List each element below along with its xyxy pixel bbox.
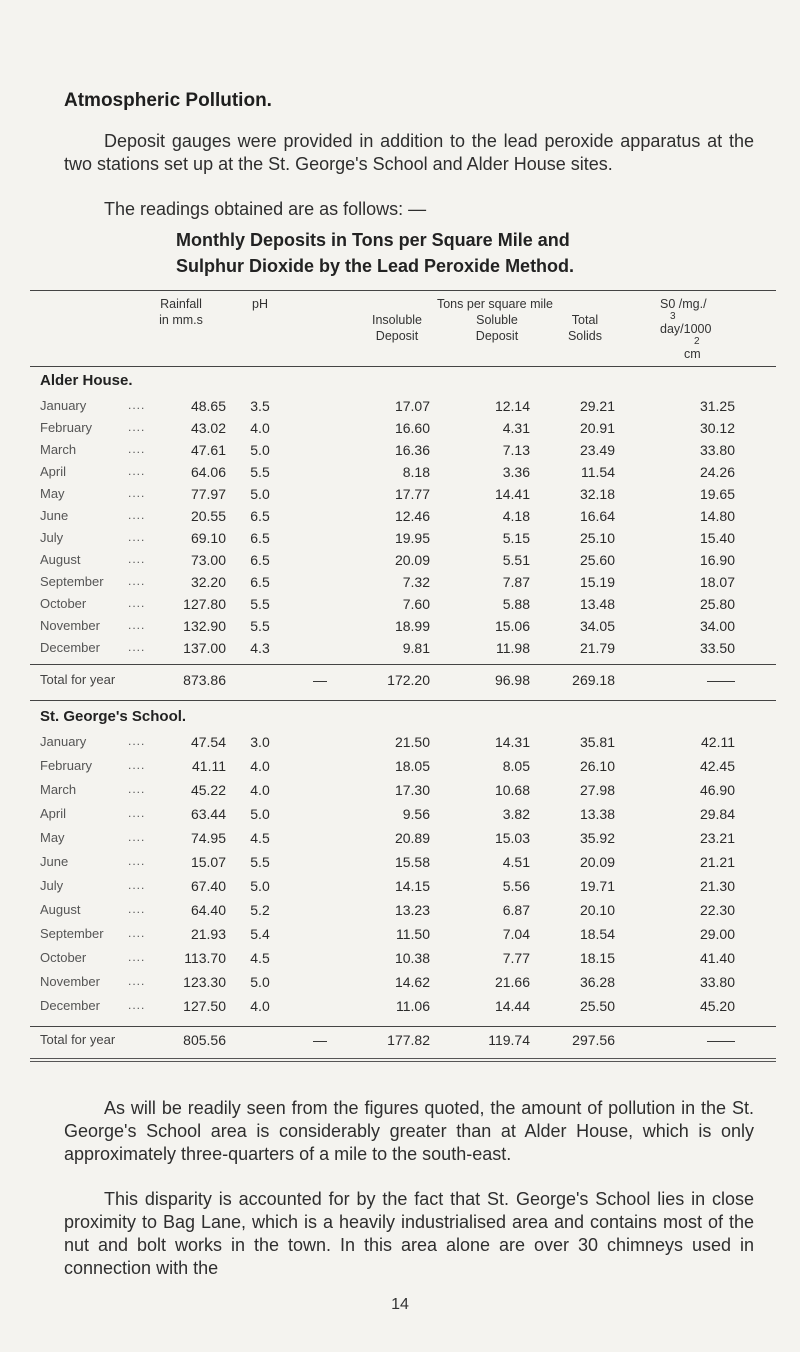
ph-value: 4.3 <box>250 640 270 656</box>
total-solids-value: 35.92 <box>579 830 615 846</box>
rainfall-value: 74.95 <box>190 830 226 846</box>
rainfall-value: 67.40 <box>190 878 226 894</box>
month-label: September <box>40 926 104 941</box>
col-header-tons-group-text: Tons per square mile <box>436 297 554 311</box>
so2-value: 21.30 <box>699 878 735 894</box>
soluble-value: 8.05 <box>502 758 530 774</box>
ph-value: 5.0 <box>250 486 270 502</box>
total-solids-value: 35.81 <box>579 734 615 750</box>
table-row <box>0 530 800 550</box>
leader-dots: .... <box>128 806 146 820</box>
total-solids-value: 32.18 <box>579 486 615 502</box>
leader-dots: .... <box>128 902 146 916</box>
leader-dots: .... <box>128 530 146 544</box>
col-header-total-solids <box>545 312 625 344</box>
col-header-insoluble-line1: Insoluble <box>371 313 423 327</box>
insoluble-value: 17.77 <box>394 486 430 502</box>
soluble-value: 14.44 <box>494 998 530 1014</box>
month-label: July <box>40 878 64 893</box>
col-header-so2-line1: S0 /mg./ <box>660 297 707 311</box>
month-label: February <box>40 758 93 773</box>
rainfall-value: 21.93 <box>190 926 226 942</box>
leader-dots: .... <box>128 486 146 500</box>
col-header-so2-line3: cm <box>684 347 701 361</box>
alder-total-row <box>0 672 800 692</box>
total-solids-value: 13.38 <box>579 806 615 822</box>
so2-value: 45.20 <box>699 998 735 1014</box>
table-row <box>0 998 800 1018</box>
table-row <box>0 806 800 826</box>
table-row <box>0 950 800 970</box>
leader-dots: .... <box>128 618 146 632</box>
ph-value: 4.5 <box>250 830 270 846</box>
total-solids-value: 29.21 <box>579 398 615 414</box>
leader-dots: .... <box>128 998 146 1012</box>
rainfall-value: 43.02 <box>190 420 226 436</box>
leader-dots: .... <box>128 552 146 566</box>
rainfall-value: 113.70 <box>184 950 226 966</box>
rainfall-value: 77.97 <box>190 486 226 502</box>
table-row <box>0 552 800 572</box>
leader-dots: .... <box>128 926 146 940</box>
col-header-so2-line2: day/1000 <box>660 322 712 336</box>
insoluble-value: 16.60 <box>394 420 430 436</box>
ph-value: 4.5 <box>250 950 270 966</box>
leader-dots: .... <box>128 758 146 772</box>
total-solids-value: 20.10 <box>579 902 615 918</box>
col-header-rainfall-line2: in mm.s <box>159 313 203 327</box>
table-row <box>0 464 800 484</box>
alder-bottom-rule <box>30 700 776 701</box>
soluble-value: 21.66 <box>494 974 530 990</box>
insoluble-value: 11.06 <box>396 998 430 1014</box>
ph-value: 5.5 <box>250 464 270 480</box>
table-row <box>0 398 800 418</box>
total-so2: —— <box>707 672 735 688</box>
total-solids-value: 27.98 <box>579 782 615 798</box>
insoluble-value: 9.56 <box>402 806 430 822</box>
insoluble-value: 20.89 <box>394 830 430 846</box>
insoluble-value: 14.62 <box>394 974 430 990</box>
total-label: Total for year <box>40 1032 116 1047</box>
month-label: May <box>40 830 65 845</box>
table-caption-line2: Sulphur Dioxide by the Lead Peroxide Method. <box>176 256 575 276</box>
total-insoluble: 172.20 <box>387 672 430 688</box>
so2-value: 33.80 <box>699 974 735 990</box>
leader-dots: .... <box>128 508 146 522</box>
ph-value: 6.5 <box>250 552 270 568</box>
col-header-so2-subscript2: 2 <box>694 336 700 347</box>
rainfall-value: 137.00 <box>183 640 226 656</box>
table-row <box>0 734 800 754</box>
insoluble-value: 7.32 <box>402 574 430 590</box>
paragraph-disparity-text: This disparity is accounted for by the fact that St. George's School lies in close proximity to Bag Lane, which is a heavily industrialised area and contains most of the nut and bolt works in the town. In this area alone are over 30 chimneys used in connection with the <box>64 1189 754 1278</box>
rainfall-value: 64.06 <box>190 464 226 480</box>
ph-value: 5.0 <box>250 974 270 990</box>
total-solids-value: 20.91 <box>579 420 615 436</box>
total-solids-value: 16.64 <box>579 508 615 524</box>
col-header-ph-text: pH <box>252 297 268 311</box>
table-row <box>0 618 800 638</box>
table-row <box>0 878 800 898</box>
col-header-insoluble-line2: Deposit <box>375 329 419 343</box>
leader-dots: .... <box>128 574 146 588</box>
so2-value: 42.45 <box>699 758 735 774</box>
ph-value: 5.5 <box>250 596 270 612</box>
intro-paragraph <box>64 130 754 176</box>
total-ph: — <box>313 1032 327 1048</box>
rainfall-value: 45.22 <box>190 782 226 798</box>
soluble-value: 3.36 <box>502 464 530 480</box>
insoluble-value: 7.60 <box>402 596 430 612</box>
insoluble-value: 21.50 <box>394 734 430 750</box>
soluble-value: 4.51 <box>502 854 530 870</box>
month-label: June <box>40 508 69 523</box>
total-rainfall: 805.56 <box>183 1032 226 1048</box>
month-label: December <box>40 640 100 655</box>
soluble-value: 3.82 <box>502 806 530 822</box>
rainfall-value: 73.00 <box>190 552 226 568</box>
so2-value: 41.40 <box>699 950 735 966</box>
insoluble-value: 14.15 <box>394 878 430 894</box>
table-row <box>0 782 800 802</box>
month-label: June <box>40 854 69 869</box>
insoluble-value: 20.09 <box>394 552 430 568</box>
total-so2: —— <box>707 1032 735 1048</box>
rainfall-value: 64.40 <box>190 902 226 918</box>
ph-value: 3.0 <box>250 734 270 750</box>
total-solids-value: 23.49 <box>579 442 615 458</box>
total-solids-value: 18.15 <box>579 950 615 966</box>
rainfall-value: 127.80 <box>183 596 226 612</box>
month-label: December <box>40 998 100 1013</box>
soluble-value: 14.31 <box>494 734 530 750</box>
total-solids-value: 11.54 <box>581 464 615 480</box>
month-label: October <box>40 950 87 965</box>
ph-value: 4.0 <box>250 782 270 798</box>
rainfall-value: 123.30 <box>183 974 226 990</box>
leader-dots: .... <box>128 464 146 478</box>
ph-value: 6.5 <box>250 530 270 546</box>
table-caption-line1: Monthly Deposits in Tons per Square Mile and <box>176 230 570 250</box>
month-label: March <box>40 782 77 797</box>
insoluble-value: 16.36 <box>394 442 430 458</box>
paragraph-disparity <box>64 1188 754 1280</box>
total-soluble: 96.98 <box>494 672 530 688</box>
month-label: January <box>40 734 87 749</box>
leader-dots: .... <box>128 640 146 654</box>
soluble-value: 7.04 <box>502 926 530 942</box>
leader-dots: .... <box>128 734 146 748</box>
so2-value: 46.90 <box>699 782 735 798</box>
insoluble-value: 10.38 <box>394 950 430 966</box>
month-label: August <box>40 902 81 917</box>
so2-value: 42.11 <box>701 734 735 750</box>
col-header-insoluble <box>352 312 442 344</box>
ph-value: 4.0 <box>250 998 270 1014</box>
total-solids: 297.56 <box>572 1032 615 1048</box>
month-label: February <box>40 420 93 435</box>
insoluble-value: 17.07 <box>394 398 430 414</box>
total-soluble: 119.74 <box>488 1032 530 1048</box>
col-header-so2 <box>660 296 750 362</box>
total-solids-value: 25.60 <box>579 552 615 568</box>
insoluble-value: 18.05 <box>394 758 430 774</box>
insoluble-value: 11.50 <box>396 926 430 942</box>
col-header-tons-group <box>360 296 630 312</box>
intro-text: Deposit gauges were provided in addition to the lead peroxide apparatus at the two stations set up at the St. George's School and Alder House sites. <box>64 131 754 174</box>
soluble-value: 7.13 <box>502 442 530 458</box>
total-solids-value: 25.50 <box>579 998 615 1014</box>
leader-dots: .... <box>128 950 146 964</box>
total-solids-value: 21.79 <box>579 640 615 656</box>
soluble-value: 5.56 <box>502 878 530 894</box>
table-row <box>0 926 800 946</box>
so2-value: 18.07 <box>699 574 735 590</box>
month-label: January <box>40 398 87 413</box>
col-header-so2-subscript3: 3 <box>670 311 676 322</box>
rainfall-value: 48.65 <box>190 398 226 414</box>
col-header-soluble <box>452 312 542 344</box>
rainfall-value: 47.54 <box>190 734 226 750</box>
table-row <box>0 596 800 616</box>
month-label: September <box>40 574 104 589</box>
table-row <box>0 902 800 922</box>
so2-value: 23.21 <box>699 830 735 846</box>
so2-value: 30.12 <box>699 420 735 436</box>
col-header-soluble-line2: Deposit <box>475 329 519 343</box>
so2-value: 24.26 <box>699 464 735 480</box>
soluble-value: 11.98 <box>496 640 530 656</box>
table-row <box>0 974 800 994</box>
table-row <box>0 854 800 874</box>
total-solids-value: 18.54 <box>579 926 615 942</box>
soluble-value: 4.31 <box>502 420 530 436</box>
insoluble-value: 8.18 <box>402 464 430 480</box>
ph-value: 5.0 <box>250 878 270 894</box>
so2-value: 29.00 <box>699 926 735 942</box>
leader-dots: .... <box>128 854 146 868</box>
total-solids-value: 36.28 <box>579 974 615 990</box>
soluble-value: 10.68 <box>494 782 530 798</box>
paragraph-comparison-text: As will be readily seen from the figures quoted, the amount of pollution in the St. George's School area is considerably greater than at Alder House, which is only approximately three-quarters of a mile to the south-east. <box>64 1098 754 1164</box>
total-ph: — <box>313 672 327 688</box>
table-row <box>0 486 800 506</box>
alder-total-rule <box>30 664 776 665</box>
total-solids-value: 15.19 <box>579 574 615 590</box>
insoluble-value: 12.46 <box>394 508 430 524</box>
soluble-value: 5.51 <box>502 552 530 568</box>
ph-value: 4.0 <box>250 420 270 436</box>
rainfall-value: 32.20 <box>190 574 226 590</box>
month-label: March <box>40 442 77 457</box>
month-label: May <box>40 486 65 501</box>
header-bottom-rule <box>30 366 776 367</box>
col-header-rainfall <box>136 296 226 328</box>
table-row <box>0 830 800 850</box>
leader-dots: .... <box>128 420 146 434</box>
month-label: April <box>40 464 67 479</box>
leader-dots: .... <box>128 398 146 412</box>
soluble-value: 7.87 <box>502 574 530 590</box>
paragraph-comparison <box>64 1097 754 1166</box>
total-solids-value: 20.09 <box>579 854 615 870</box>
rainfall-value: 132.90 <box>183 618 226 634</box>
ph-value: 3.5 <box>250 398 270 414</box>
ph-value: 5.0 <box>250 806 270 822</box>
total-solids-value: 26.10 <box>579 758 615 774</box>
total-solids-value: 34.05 <box>579 618 615 634</box>
so2-value: 33.50 <box>699 640 735 656</box>
insoluble-value: 17.30 <box>394 782 430 798</box>
table-row <box>0 442 800 462</box>
so2-value: 25.80 <box>699 596 735 612</box>
month-label: April <box>40 806 67 821</box>
rainfall-value: 47.61 <box>190 442 226 458</box>
col-header-ph <box>240 296 280 312</box>
insoluble-value: 18.99 <box>394 618 430 634</box>
rainfall-value: 127.50 <box>183 998 226 1014</box>
soluble-value: 12.14 <box>494 398 530 414</box>
page-number: 14 <box>391 1296 409 1313</box>
so2-value: 21.21 <box>699 854 735 870</box>
table-top-rule <box>30 290 776 291</box>
soluble-value: 5.88 <box>502 596 530 612</box>
table-row <box>0 420 800 440</box>
section-title-alder-house: Alder House. <box>40 372 133 389</box>
insoluble-value: 9.81 <box>402 640 430 656</box>
so2-value: 33.80 <box>699 442 735 458</box>
insoluble-value: 13.23 <box>394 902 430 918</box>
ph-value: 6.5 <box>250 574 270 590</box>
leader-dots: .... <box>128 974 146 988</box>
so2-value: 19.65 <box>699 486 735 502</box>
so2-value: 31.25 <box>699 398 735 414</box>
so2-value: 16.90 <box>699 552 735 568</box>
leader-dots: .... <box>128 878 146 892</box>
george-total-row <box>0 1032 800 1052</box>
col-header-total-line1: Total <box>571 313 599 327</box>
so2-value: 29.84 <box>699 806 735 822</box>
rainfall-value: 69.10 <box>190 530 226 546</box>
soluble-value: 6.87 <box>502 902 530 918</box>
rainfall-value: 63.44 <box>190 806 226 822</box>
george-total-rule <box>30 1026 776 1027</box>
total-solids: 269.18 <box>572 672 615 688</box>
ph-value: 5.5 <box>250 618 270 634</box>
total-solids-value: 19.71 <box>579 878 615 894</box>
soluble-value: 14.41 <box>494 486 530 502</box>
total-insoluble: 177.82 <box>387 1032 430 1048</box>
section-title-st-georges: St. George's School. <box>40 708 187 725</box>
total-label: Total for year <box>40 672 116 687</box>
table-row <box>0 508 800 528</box>
leader-dots: .... <box>128 596 146 610</box>
leader-dots: .... <box>128 830 146 844</box>
ph-value: 4.0 <box>250 758 270 774</box>
month-label: October <box>40 596 87 611</box>
ph-value: 6.5 <box>250 508 270 524</box>
soluble-value: 7.77 <box>502 950 530 966</box>
month-label: August <box>40 552 81 567</box>
total-solids-value: 13.48 <box>579 596 615 612</box>
month-label: November <box>40 974 100 989</box>
so2-value: 22.30 <box>699 902 735 918</box>
ph-value: 5.4 <box>250 926 270 942</box>
table-row <box>0 640 800 660</box>
soluble-value: 15.03 <box>494 830 530 846</box>
table-row <box>0 758 800 778</box>
soluble-value: 4.18 <box>502 508 530 524</box>
month-label: July <box>40 530 64 545</box>
leader-dots: .... <box>128 442 146 456</box>
ph-value: 5.5 <box>250 854 270 870</box>
ph-value: 5.2 <box>250 902 270 918</box>
soluble-value: 15.06 <box>494 618 530 634</box>
table-bottom-rule <box>30 1058 776 1062</box>
insoluble-value: 15.58 <box>394 854 430 870</box>
month-label: November <box>40 618 100 633</box>
col-header-total-line2: Solids <box>567 329 603 343</box>
leader-dots: .... <box>128 782 146 796</box>
so2-value: 34.00 <box>699 618 735 634</box>
soluble-value: 5.15 <box>502 530 530 546</box>
so2-value: 15.40 <box>699 530 735 546</box>
col-header-soluble-line1: Soluble <box>476 313 518 327</box>
rainfall-value: 41.11 <box>192 758 226 774</box>
page-heading: Atmospheric Pollution. <box>64 90 272 111</box>
so2-value: 14.80 <box>699 508 735 524</box>
col-header-rainfall-line1: Rainfall <box>160 297 202 311</box>
readings-paragraph <box>64 198 754 221</box>
total-rainfall: 873.86 <box>183 672 226 688</box>
rainfall-value: 20.55 <box>190 508 226 524</box>
table-row <box>0 574 800 594</box>
rainfall-value: 15.07 <box>190 854 226 870</box>
insoluble-value: 19.95 <box>394 530 430 546</box>
readings-text: The readings obtained are as follows: — <box>104 199 427 219</box>
total-solids-value: 25.10 <box>579 530 615 546</box>
ph-value: 5.0 <box>250 442 270 458</box>
